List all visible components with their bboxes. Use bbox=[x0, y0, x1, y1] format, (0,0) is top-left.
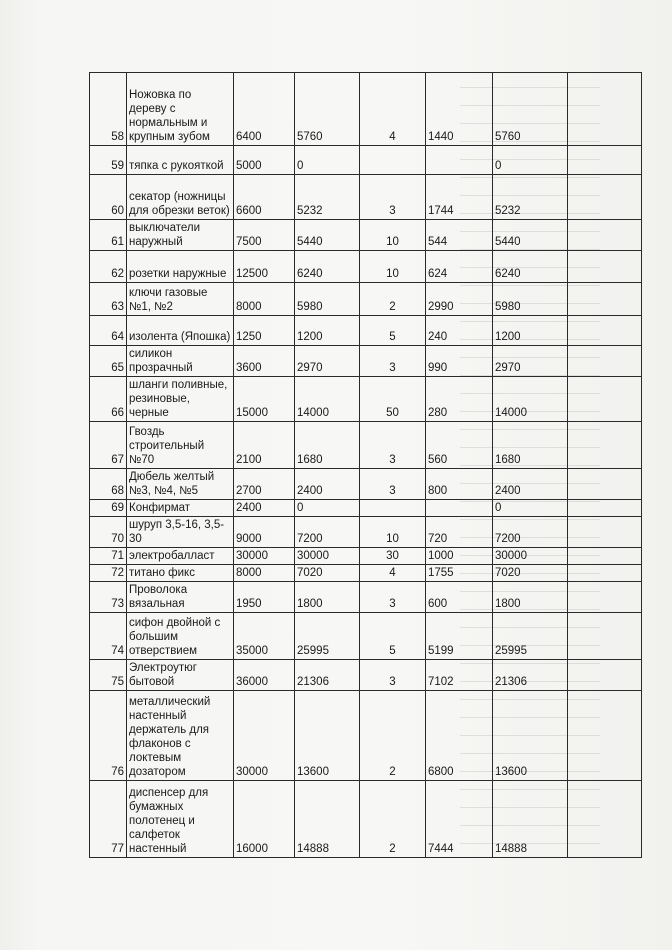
item-name: шуруп 3,5-16, 3,5-30 bbox=[127, 517, 234, 548]
item-price: 5000 bbox=[234, 146, 295, 175]
item-name: ключи газовые №1, №2 bbox=[127, 283, 234, 316]
item-name: Дюбель желтый №3, №4, №5 bbox=[127, 469, 234, 500]
item-name: Ножовка по дереву с нормальным и крупным зубом bbox=[127, 73, 234, 146]
item-amount: 5232 bbox=[295, 175, 360, 220]
table-row bbox=[90, 500, 642, 517]
item-quantity bbox=[360, 500, 426, 517]
table-row bbox=[90, 346, 642, 377]
table-row bbox=[90, 316, 642, 346]
table-row bbox=[90, 73, 642, 146]
item-amount: 5760 bbox=[295, 73, 360, 146]
item-name: титано фикс bbox=[127, 565, 234, 582]
empty-cell bbox=[568, 469, 642, 500]
item-total: 0 bbox=[493, 500, 568, 517]
row-number: 64 bbox=[90, 316, 127, 346]
empty-cell bbox=[568, 781, 642, 858]
item-quantity: 10 bbox=[360, 517, 426, 548]
item-name: Гвоздь строительный №70 bbox=[127, 422, 234, 469]
item-price: 30000 bbox=[234, 548, 295, 565]
item-amount: 14000 bbox=[295, 377, 360, 422]
empty-cell bbox=[568, 691, 642, 781]
item-quantity: 5 bbox=[360, 613, 426, 660]
row-number: 73 bbox=[90, 582, 127, 613]
item-amount: 2970 bbox=[295, 346, 360, 377]
table-row bbox=[90, 517, 642, 548]
item-total: 7200 bbox=[493, 517, 568, 548]
item-price: 6600 bbox=[234, 175, 295, 220]
row-number: 62 bbox=[90, 251, 127, 283]
item-total: 5440 bbox=[493, 220, 568, 251]
table-row bbox=[90, 175, 642, 220]
item-amount: 0 bbox=[295, 500, 360, 517]
item-name: силикон прозрачный bbox=[127, 346, 234, 377]
item-quantity: 4 bbox=[360, 73, 426, 146]
item-quantity: 3 bbox=[360, 175, 426, 220]
item-price: 16000 bbox=[234, 781, 295, 858]
item-price: 2700 bbox=[234, 469, 295, 500]
item-total: 2400 bbox=[493, 469, 568, 500]
empty-cell bbox=[568, 175, 642, 220]
row-number: 59 bbox=[90, 146, 127, 175]
item-unit-price: 2990 bbox=[426, 283, 493, 316]
item-unit-price bbox=[426, 146, 493, 175]
item-unit-price: 280 bbox=[426, 377, 493, 422]
item-total: 13600 bbox=[493, 691, 568, 781]
item-amount: 25995 bbox=[295, 613, 360, 660]
item-price: 2400 bbox=[234, 500, 295, 517]
item-price: 7500 bbox=[234, 220, 295, 251]
row-number: 70 bbox=[90, 517, 127, 548]
empty-cell bbox=[568, 316, 642, 346]
item-unit-price: 990 bbox=[426, 346, 493, 377]
item-unit-price: 1755 bbox=[426, 565, 493, 582]
row-number: 69 bbox=[90, 500, 127, 517]
item-unit-price: 600 bbox=[426, 582, 493, 613]
table-row bbox=[90, 377, 642, 422]
table-row bbox=[90, 565, 642, 582]
item-price: 3600 bbox=[234, 346, 295, 377]
table-row bbox=[90, 469, 642, 500]
empty-cell bbox=[568, 251, 642, 283]
item-total: 5760 bbox=[493, 73, 568, 146]
table-row bbox=[90, 283, 642, 316]
item-quantity: 5 bbox=[360, 316, 426, 346]
item-amount: 5440 bbox=[295, 220, 360, 251]
item-price: 12500 bbox=[234, 251, 295, 283]
item-name: розетки наружные bbox=[127, 251, 234, 283]
table-row bbox=[90, 548, 642, 565]
item-quantity: 2 bbox=[360, 283, 426, 316]
item-total: 5232 bbox=[493, 175, 568, 220]
empty-cell bbox=[568, 346, 642, 377]
item-total: 1680 bbox=[493, 422, 568, 469]
item-total: 14000 bbox=[493, 377, 568, 422]
table-row bbox=[90, 422, 642, 469]
item-amount: 6240 bbox=[295, 251, 360, 283]
empty-cell bbox=[568, 283, 642, 316]
item-name: металлический настенный держатель для флаконов с локтевым дозатором bbox=[127, 691, 234, 781]
item-unit-price: 6800 bbox=[426, 691, 493, 781]
item-unit-price: 544 bbox=[426, 220, 493, 251]
item-quantity: 30 bbox=[360, 548, 426, 565]
empty-cell bbox=[568, 660, 642, 691]
item-unit-price: 240 bbox=[426, 316, 493, 346]
item-unit-price: 7444 bbox=[426, 781, 493, 858]
table-row bbox=[90, 251, 642, 283]
item-quantity: 50 bbox=[360, 377, 426, 422]
empty-cell bbox=[568, 377, 642, 422]
item-price: 35000 bbox=[234, 613, 295, 660]
item-unit-price: 560 bbox=[426, 422, 493, 469]
item-quantity: 3 bbox=[360, 422, 426, 469]
item-name: выключатели наружный bbox=[127, 220, 234, 251]
item-total: 25995 bbox=[493, 613, 568, 660]
row-number: 77 bbox=[90, 781, 127, 858]
item-unit-price: 1000 bbox=[426, 548, 493, 565]
item-total: 2970 bbox=[493, 346, 568, 377]
item-name: электробалласт bbox=[127, 548, 234, 565]
empty-cell bbox=[568, 220, 642, 251]
empty-cell bbox=[568, 422, 642, 469]
item-unit-price: 800 bbox=[426, 469, 493, 500]
item-unit-price: 7102 bbox=[426, 660, 493, 691]
item-unit-price: 624 bbox=[426, 251, 493, 283]
item-amount: 13600 bbox=[295, 691, 360, 781]
item-amount: 2400 bbox=[295, 469, 360, 500]
item-amount: 1680 bbox=[295, 422, 360, 469]
item-unit-price: 1744 bbox=[426, 175, 493, 220]
row-number: 63 bbox=[90, 283, 127, 316]
row-number: 66 bbox=[90, 377, 127, 422]
item-name: Проволока вязальная bbox=[127, 582, 234, 613]
empty-cell bbox=[568, 73, 642, 146]
item-unit-price: 5199 bbox=[426, 613, 493, 660]
item-price: 6400 bbox=[234, 73, 295, 146]
empty-cell bbox=[568, 146, 642, 175]
item-quantity bbox=[360, 146, 426, 175]
item-price: 15000 bbox=[234, 377, 295, 422]
table-row bbox=[90, 613, 642, 660]
empty-cell bbox=[568, 582, 642, 613]
empty-cell bbox=[568, 613, 642, 660]
item-name: сифон двойной с большим отверствием bbox=[127, 613, 234, 660]
row-number: 75 bbox=[90, 660, 127, 691]
item-price: 9000 bbox=[234, 517, 295, 548]
item-name: Электроутюг бытовой bbox=[127, 660, 234, 691]
item-amount: 7200 bbox=[295, 517, 360, 548]
items-table bbox=[89, 72, 642, 858]
empty-cell bbox=[568, 565, 642, 582]
row-number: 76 bbox=[90, 691, 127, 781]
table-row bbox=[90, 146, 642, 175]
item-quantity: 3 bbox=[360, 469, 426, 500]
item-name: изолента (Япошка) bbox=[127, 316, 234, 346]
item-unit-price: 1440 bbox=[426, 73, 493, 146]
row-number: 60 bbox=[90, 175, 127, 220]
item-quantity: 10 bbox=[360, 251, 426, 283]
item-quantity: 4 bbox=[360, 565, 426, 582]
item-price: 8000 bbox=[234, 283, 295, 316]
item-total: 1800 bbox=[493, 582, 568, 613]
empty-cell bbox=[568, 500, 642, 517]
empty-cell bbox=[568, 548, 642, 565]
item-name: шланги поливные, резиновые, черные bbox=[127, 377, 234, 422]
item-quantity: 2 bbox=[360, 781, 426, 858]
item-quantity: 10 bbox=[360, 220, 426, 251]
item-quantity: 2 bbox=[360, 691, 426, 781]
table-row bbox=[90, 660, 642, 691]
row-number: 58 bbox=[90, 73, 127, 146]
empty-cell bbox=[568, 517, 642, 548]
item-amount: 0 bbox=[295, 146, 360, 175]
item-amount: 1800 bbox=[295, 582, 360, 613]
item-price: 1950 bbox=[234, 582, 295, 613]
item-quantity: 3 bbox=[360, 582, 426, 613]
item-amount: 14888 bbox=[295, 781, 360, 858]
item-price: 30000 bbox=[234, 691, 295, 781]
item-name: тяпка с рукояткой bbox=[127, 146, 234, 175]
item-name: диспенсер для бумажных полотенец и салфеток настенный bbox=[127, 781, 234, 858]
table-row bbox=[90, 781, 642, 858]
row-number: 68 bbox=[90, 469, 127, 500]
item-total: 0 bbox=[493, 146, 568, 175]
item-quantity: 3 bbox=[360, 660, 426, 691]
item-amount: 7020 bbox=[295, 565, 360, 582]
table-row bbox=[90, 220, 642, 251]
item-amount: 30000 bbox=[295, 548, 360, 565]
row-number: 74 bbox=[90, 613, 127, 660]
item-price: 36000 bbox=[234, 660, 295, 691]
item-unit-price: 720 bbox=[426, 517, 493, 548]
item-total: 30000 bbox=[493, 548, 568, 565]
item-amount: 1200 bbox=[295, 316, 360, 346]
item-price: 2100 bbox=[234, 422, 295, 469]
row-number: 67 bbox=[90, 422, 127, 469]
item-price: 1250 bbox=[234, 316, 295, 346]
item-total: 6240 bbox=[493, 251, 568, 283]
item-amount: 5980 bbox=[295, 283, 360, 316]
item-amount: 21306 bbox=[295, 660, 360, 691]
item-total: 1200 bbox=[493, 316, 568, 346]
item-total: 5980 bbox=[493, 283, 568, 316]
row-number: 72 bbox=[90, 565, 127, 582]
row-number: 71 bbox=[90, 548, 127, 565]
item-total: 7020 bbox=[493, 565, 568, 582]
item-price: 8000 bbox=[234, 565, 295, 582]
item-total: 21306 bbox=[493, 660, 568, 691]
row-number: 65 bbox=[90, 346, 127, 377]
item-unit-price bbox=[426, 500, 493, 517]
item-total: 14888 bbox=[493, 781, 568, 858]
table-row bbox=[90, 691, 642, 781]
row-number: 61 bbox=[90, 220, 127, 251]
item-name: Конфирмат bbox=[127, 500, 234, 517]
table-row bbox=[90, 582, 642, 613]
item-name: секатор (ножницы для обрезки веток) bbox=[127, 175, 234, 220]
item-quantity: 3 bbox=[360, 346, 426, 377]
